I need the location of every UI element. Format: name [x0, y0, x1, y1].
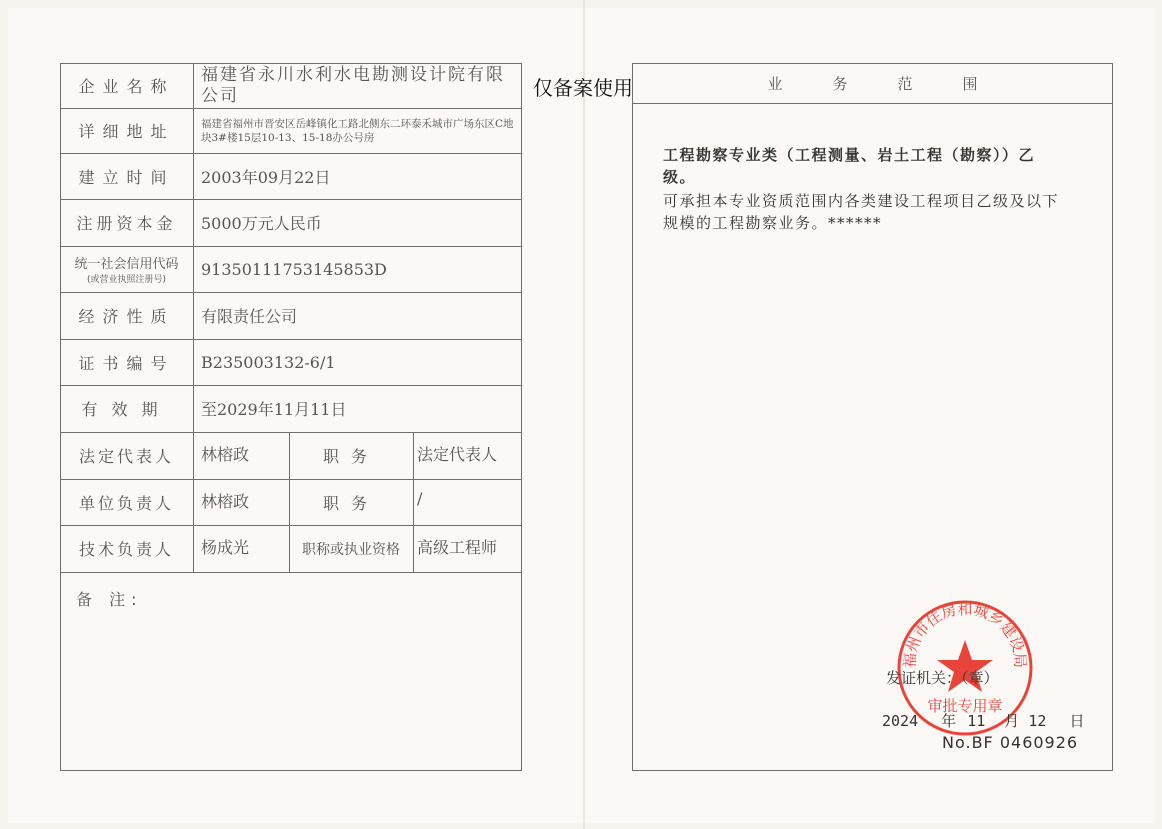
issuing-authority: 发证机关：（章）: [886, 669, 999, 687]
company-name: 福建省永川水利水电勘测设计院有限公司: [201, 64, 505, 106]
label-address: 详细地址: [78, 122, 175, 141]
position-label: 职务: [322, 493, 379, 513]
divider: [632, 103, 1113, 104]
registered-capital: 5000万元人民币: [201, 214, 322, 233]
month: 11: [967, 712, 986, 730]
year-unit: 年: [941, 712, 957, 730]
business-scope: [663, 144, 1063, 234]
person-name: 杨成光: [201, 538, 250, 557]
label-company-name: 企业名称: [78, 77, 175, 96]
scope-qualification: 工程勘察专业类（工程测量、岩土工程（勘察））乙级。: [663, 146, 1036, 186]
certificate-number: B235003132-6/1: [201, 352, 336, 372]
scope-description: 可承担本专业资质范围内各类建设工程项目乙级及以下规模的工程勘察业务。******: [663, 192, 1060, 232]
address: 福建省福州市晋安区岳峰镇化工路北侧东二环泰禾城市广场东区C地块3#楼15层10-13、15-18办公号房: [201, 117, 514, 144]
credit-code: 91350111753145853D: [201, 259, 387, 279]
label-capital: 注册资本金: [76, 214, 177, 233]
seal-bottom-text: 审批专用章: [927, 697, 1003, 715]
position-value: 法定代表人: [417, 445, 498, 464]
day: 12: [1028, 712, 1047, 730]
person-role-label: 法定代表人: [78, 447, 174, 466]
position-label: 职称或执业资格: [302, 541, 400, 558]
day-unit: 日: [1069, 712, 1085, 730]
page-fold: [583, 0, 585, 829]
person-name: 林榕政: [201, 445, 250, 464]
credit-code-sublabel: (或营业执照注册号): [86, 275, 167, 285]
year: 2024: [882, 712, 919, 730]
person-role-label: 单位负责人: [78, 493, 174, 513]
issue-date: [882, 710, 1084, 731]
label-founded: 建立时间: [78, 167, 175, 187]
label-cert-no: 证书编号: [78, 353, 175, 373]
label-validity: 有效期: [81, 400, 172, 419]
person-role-label: 技术负责人: [78, 540, 174, 559]
position-value: 高级工程师: [417, 538, 498, 557]
seal-top-text: 福州市住房和城乡建设局: [900, 600, 1030, 669]
divider: [60, 572, 522, 573]
remarks-label: 备 注:: [76, 590, 143, 609]
founded-date: 2003年09月22日: [201, 167, 331, 187]
credit-code-label: 统一社会信用代码: [74, 257, 179, 272]
filing-watermark: 仅备案使用: [533, 76, 633, 100]
serial-number: No.BF 0460926: [942, 733, 1079, 752]
position-label: 职务: [322, 447, 379, 466]
economic-nature: 有限责任公司: [201, 307, 298, 326]
scope-header: 业务范围: [767, 74, 1028, 93]
label-credit-code: [60, 246, 193, 292]
month-unit: 月: [1004, 712, 1020, 730]
validity: 至2029年11月11日: [201, 400, 347, 419]
person-name: 林榕政: [201, 492, 250, 511]
position-value: /: [417, 489, 423, 508]
label-nature: 经济性质: [78, 307, 175, 326]
